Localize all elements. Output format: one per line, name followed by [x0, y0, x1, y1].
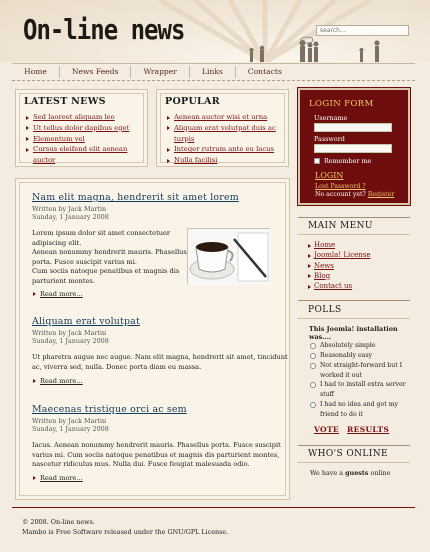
article-date: Sunday, 1 January 2008 [32, 425, 109, 433]
whos-online-prefix: We have a [310, 469, 344, 477]
menu-item-blog[interactable]: Blog [314, 271, 371, 281]
popular-item[interactable]: Integer rutrum ante eu lacus [167, 144, 288, 155]
read-more-link[interactable]: Read more... [40, 377, 83, 385]
article-body-line: nascetur ridiculus mus. Nulla dui. Fusce feugiat malesuada odio. [32, 460, 250, 469]
password-label: Password [314, 135, 345, 143]
latest-news-item[interactable]: Ut tellus dolor dapibus eget [26, 123, 147, 134]
password-field[interactable] [314, 144, 392, 153]
article-body [32, 441, 281, 470]
footer [12, 507, 415, 537]
no-account-label: No account yet? [315, 191, 366, 198]
poll-radio[interactable] [310, 353, 316, 359]
lost-password-link[interactable]: Lost Password ? [315, 183, 366, 190]
polls-top-rule [298, 300, 410, 301]
article-date: Sunday, 1 January 2008 [32, 213, 109, 221]
popular-item[interactable]: Aenean auctor wisi et urna [167, 112, 288, 123]
article-author: Written by Jack Martin [32, 329, 107, 337]
remember-me-checkbox[interactable] [314, 158, 320, 164]
poll-option-label: I had to install extra server stuff [320, 381, 406, 398]
poll-option[interactable] [310, 351, 406, 361]
article-author: Written by Jack Martin [32, 417, 107, 425]
poll-radio[interactable] [310, 402, 316, 408]
whos-online-title: WHO'S ONLINE [308, 449, 389, 459]
main-menu-top-rule [298, 217, 410, 218]
top-navigation [12, 63, 415, 81]
login-button[interactable]: LOGIN [315, 171, 344, 180]
coffee-cup-icon [188, 229, 271, 285]
poll-option[interactable] [310, 361, 406, 381]
menu-item-contact[interactable]: Contact us [314, 281, 371, 291]
poll-option[interactable] [310, 380, 406, 400]
article-date: Sunday, 1 January 2008 [32, 337, 109, 345]
footer-license: Mambo is Free Software released under the GNU/GPL License. [22, 528, 229, 536]
header [0, 0, 430, 62]
whos-online-guests: guests [345, 469, 369, 477]
article-body-line: varius mi. Cum sociis natoque penatibus et magnis dis parturient montes, [32, 450, 280, 459]
footer-copyright: © 2008. On-line news. [22, 518, 95, 526]
poll-option-label: I had no idea and got my friend to do it [320, 401, 399, 418]
article-body-line: Iacus. Aenean nonummy hendrerit mauris. Phasellus porta. Fusce suscipit [32, 441, 281, 449]
article-body-line: Cum sociis natoque penatibus et magnis dis [32, 267, 180, 276]
poll-radio[interactable] [310, 382, 316, 388]
poll-option-label: Reasonably easy [320, 352, 373, 359]
latest-news-item[interactable]: Elementum vel [26, 134, 147, 145]
article-title[interactable]: Maecenas tristique orci ac sem [32, 404, 187, 415]
whos-online-bottom-rule [298, 462, 410, 463]
poll-radio[interactable] [310, 343, 316, 349]
menu-item-home[interactable]: Home [314, 240, 371, 250]
register-link[interactable]: Register [367, 191, 395, 198]
article-3 [32, 404, 281, 482]
article-body-line: Lorem ipsum dolor sit amet consectetuer [32, 229, 171, 237]
article-body [32, 353, 288, 372]
poll-radio[interactable] [310, 363, 316, 369]
results-button[interactable]: RESULTS [347, 425, 390, 434]
popular-item[interactable]: Aliquam erat volutpat duis ac turpis [167, 123, 288, 145]
search-input[interactable] [316, 25, 409, 36]
crowd-silhouette-icon [240, 36, 430, 62]
article-body-line: Aenean nonummy hendrerit mauris. Phasellus [32, 248, 187, 257]
popular-box [156, 89, 289, 167]
popular-list [167, 112, 288, 166]
no-account-text [315, 191, 394, 198]
poll-option[interactable] [310, 341, 406, 351]
article-title[interactable]: Aliquam erat volutpat [32, 316, 140, 327]
nav-wrapper[interactable]: Wrapper [131, 66, 189, 78]
latest-news-item[interactable]: Cursus eleifend elit aenean auctor [26, 144, 147, 166]
whos-online-top-rule [298, 445, 410, 446]
login-form-title: LOGIN FORM [309, 99, 374, 109]
main-menu-title: MAIN MENU [308, 221, 373, 231]
latest-news-item[interactable]: Sed laoreet aliquam leo [26, 112, 147, 123]
polls-bottom-rule [298, 318, 410, 319]
article-body-line: parturient montes. [32, 276, 95, 285]
vote-button[interactable]: VOTE [314, 425, 340, 434]
username-field[interactable] [314, 123, 392, 132]
remember-me-label: Remember me [324, 157, 372, 165]
poll-option[interactable] [310, 400, 406, 420]
login-form [298, 88, 410, 205]
article-2 [32, 316, 288, 385]
popular-item[interactable]: Nulla facilisi [167, 155, 288, 166]
nav-news-feeds[interactable]: News Feeds [60, 66, 132, 78]
username-label: Username [314, 114, 348, 122]
article-body-line: Ut pharetra augue nec augue. Nam elit magna, hendrerit sit amet, tincidunt [32, 353, 288, 361]
nav-contacts[interactable]: Contacts [247, 67, 282, 76]
latest-news-box [15, 89, 148, 167]
coffee-cup-image [187, 228, 270, 284]
latest-news-title: LATEST NEWS [24, 96, 106, 107]
menu-item-news[interactable]: News [314, 261, 371, 271]
article-author: Written by Jack Martin [32, 205, 107, 213]
main-menu-bottom-rule [298, 234, 410, 235]
poll-option-label: Not straight-forward but I worked it out [320, 362, 403, 379]
polls-title: POLLS [308, 305, 342, 315]
nav-links[interactable]: Links [190, 66, 236, 78]
menu-item-license[interactable]: Joomla! License [314, 251, 371, 260]
whos-online-text [310, 469, 390, 477]
poll-option-label: Absolutely simple [320, 342, 376, 349]
popular-title: POPULAR [165, 96, 220, 107]
read-more-link[interactable]: Read more... [40, 290, 83, 298]
article-body-line: adipiscing elit. [32, 238, 82, 247]
main-menu-list [314, 240, 371, 291]
nav-home[interactable]: Home [12, 66, 60, 78]
article-title[interactable]: Nam elit magna, hendrerit sit amet lorem [32, 192, 239, 203]
site-logo[interactable]: On-line news [23, 13, 185, 47]
article-body-line: porta. Fusce suscipit varius mi. [32, 257, 138, 266]
latest-news-list [26, 112, 147, 166]
whos-online-suffix: online [370, 469, 391, 477]
article-body-line: ac, viverra sed, nulla. Donec porta diam eu massa. [32, 362, 202, 371]
poll-question: This Joomla! installation was.... [309, 325, 398, 341]
read-more-link[interactable]: Read more... [40, 474, 83, 482]
